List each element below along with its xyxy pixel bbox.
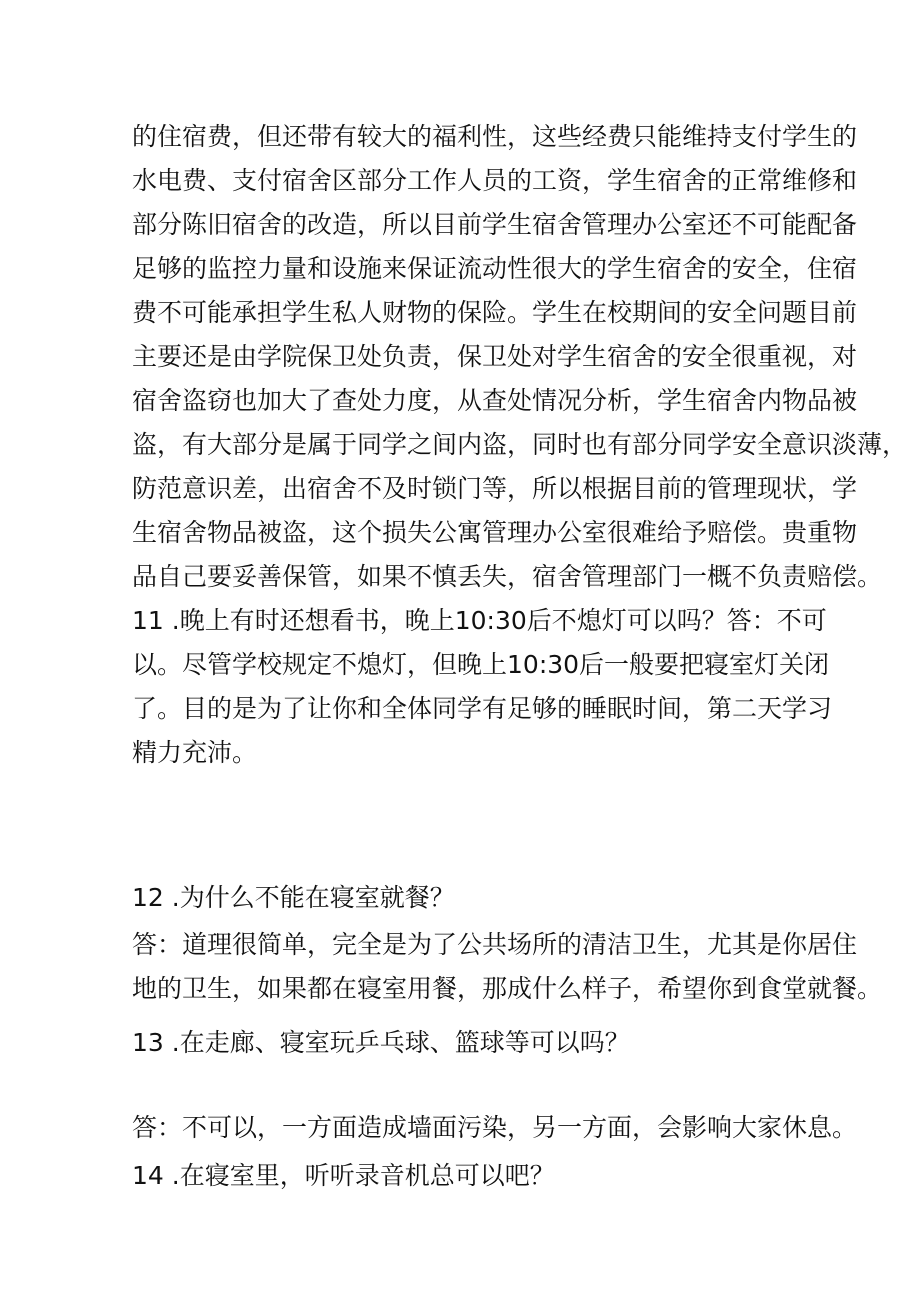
answer-12-line: 答：道理很简单，完全是为了公共场所的清洁卫生，尤其是你居住 <box>132 930 858 959</box>
text-line: 盗，有大部分是属于同学之间内盗，同时也有部分同学安全意识淡薄， <box>132 430 908 459</box>
text-line: 费不可能承担学生私人财物的保险。学生在校期间的安全问题目前 <box>132 298 858 327</box>
answer-13-text: 答：不可以，一方面造成墙面污染，另一方面，会影响大家休息。 <box>132 1113 858 1142</box>
text-line: 部分陈旧宿舍的改造，所以目前学生宿舍管理办公室还不可能配备 <box>132 210 858 239</box>
question-12-text: 12 .为什么不能在寝室就餐？ <box>132 883 455 912</box>
text-line: 足够的监控力量和设施来保证流动性很大的学生宿舍的安全，住宿 <box>132 254 858 283</box>
answer-11-line: 精力充沛。 <box>132 738 258 767</box>
text-line: 的住宿费，但还带有较大的福利性，这些经费只能维持支付学生的 <box>132 122 858 151</box>
answer-12-line: 地的卫生，如果都在寝室用餐，那成什么样子，希望你到食堂就餐。 <box>132 974 883 1003</box>
answer-11-line: 了。目的是为了让你和全体同学有足够的睡眠时间，第二天学习 <box>132 694 833 723</box>
text-line: 水电费、支付宿舍区部分工作人员的工资，学生宿舍的正常维修和 <box>132 166 858 195</box>
text-line: 品自己要妥善保管，如果不慎丢失，宿舍管理部门一概不负责赔偿。 <box>132 562 883 591</box>
text-line: 防范意识差，出宿舍不及时锁门等，所以根据目前的管理现状，学 <box>132 474 858 503</box>
answer-13 <box>132 1106 858 1150</box>
question-11-line: 11 .晚上有时还想看书，晚上10:30后不熄灯可以吗？答：不可 <box>132 606 827 635</box>
question-13-text: 13 .在走廊、寝室玩乒乓球、篮球等可以吗？ <box>132 1028 630 1057</box>
main-paragraph <box>132 115 908 775</box>
question-14-text: 14 .在寝室里，听听录音机总可以吧？ <box>132 1161 555 1190</box>
question-13 <box>132 1021 822 1065</box>
text-line: 宿舍盗窃也加大了查处力度，从查处情况分析，学生宿舍内物品被 <box>132 386 858 415</box>
text-line: 生宿舍物品被盗，这个损失公寓管理办公室很难给予赔偿。贵重物 <box>132 518 858 547</box>
text-line: 主要还是由学院保卫处负责，保卫处对学生宿舍的安全很重视，对 <box>132 342 858 371</box>
answer-12 <box>132 923 883 1011</box>
question-12 <box>132 876 822 920</box>
answer-11-line: 以。尽管学校规定不熄灯，但晚上10:30后一般要把寝室灯关闭 <box>132 650 830 679</box>
question-14 <box>132 1154 822 1198</box>
